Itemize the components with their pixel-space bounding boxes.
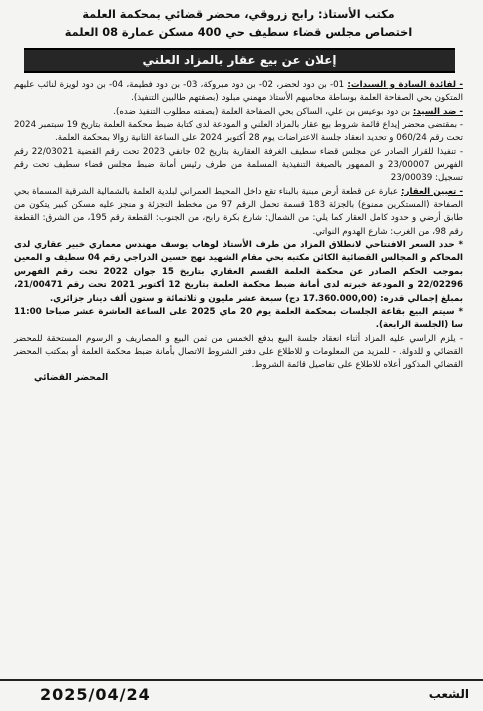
publication-date: 2025/04/24 (40, 685, 151, 704)
beneficiaries-text: 01- بن دود لحضر، 02- بن دود مبروكة، 03- بن دود فطيمة، 04- بن دود لويزة لنائب عليهم المتكون بحي الصفاحة العلمة بوساطة محاميهم الأستاذ مهمني مبلود (بصفتهم طالبين التنفيذ). (14, 80, 463, 104)
bailiff-signature: المحضر القضائي (34, 372, 109, 383)
notice-banner: إعلان عن بيع عقار بالمزاد العلني (24, 48, 455, 73)
defendant-paragraph (14, 106, 463, 119)
newspaper-footer (0, 679, 483, 711)
conditions-paragraph: - يلزم الراسي عليه المزاد أثناء انعقاد جلسة البيع بدفع الخمس من ثمن البيع و المصاريف و الرسوم المستحقة للمحضر القضائي و للدولة. - للمزيد من المعلومات و للاطلاع على دفتر الشروط الاتصال بأمانة ضبط محكمة العلمة أو بمكتب المحضر القضائي المذكور أعلاه للاطلاع على تفاصيل قائمة الشروط. (14, 333, 463, 371)
newspaper-name: الشعب (428, 687, 469, 701)
sale-date-paragraph: * سيتم البيع بقاعة الجلسات بمحكمة العلمة يوم 20 ماي 2025 على الساعة العاشرة عشر صباحا 11:00 سا (الجلسة الرابعة). (14, 306, 463, 331)
bailiff-office-title: مكتب الأستاذ: رابح زروقي، محضر قضائي بمحكمة العلمة (82, 8, 395, 21)
property-label: - تعيين العقار: (400, 186, 463, 197)
execution-paragraph: - تنفيذا للقرار الصادر عن مجلس قضاء سطيف الغرفة العقارية بتاريخ 02 جانفي 2023 تحت رقم القضية 22/03021 رقم الفهرس 23/00007 و الممهور بالصيغة التنفيذية المسلمة من طرف رئيس أمانة ضبط مجلس قضاء سطيف تحت رقم تسجيل: 23/00039 (14, 146, 464, 184)
property-paragraph (14, 186, 463, 239)
notice-body (14, 79, 463, 373)
deposit-paragraph: - بمقتضى محضر إيداع قائمة شروط بيع عقار بالمزاد العلني و المودعة لدى كتابة ضبط محكمة العلمة بتاريخ 19 سبتمبر 2024 تحت رقم 060/24 و تحديد انعقاد جلسة الاعتراضات يوم 28 أكتوبر 2024 على الساعة الثانية زوالا بمحكمة العلمة. (14, 120, 463, 144)
property-text: عبارة عن قطعة أرض مبنية بالبناء تقع داخل المحيط العمراني لبلدية العلمة بالشمالية الشرقية المسماة بحي الصفاحة (المستكرين ممنوع) بالجزئة 183 قسمة تحمل الرقم 97 من مخطط التجزئة و منجز عليه مسكن كبير يتكون من طابق أرضي و حدود كامل العقار كما يلي: من الشمال: شارع بكرة رابح، من الجنوب: القطعة رقم 195، من الشرق: القطعة رقم 98، من الغرب: شارع الهدوم النواتي. (14, 186, 464, 237)
beneficiaries-label: - لفائدة السادة و السيدات: (347, 80, 464, 90)
beneficiaries-paragraph (14, 79, 463, 106)
defendant-label: - ضد السيد: (412, 106, 463, 117)
defendant-text: بن دود بوعيس بن علي، الساكن بحي الصفاحة العلمة (بصفته مطلوب التنفيذ ضده). (113, 106, 413, 117)
opening-price-paragraph: * حدد السعر الافتتاحي لانطلاق المزاد من طرف الأستاذ لوهاب يوسف مهندس معماري خبير عقاري لدى المحاكم و المجالس القضائية الكائن مكتبه بحي مقام الشهيد نهج حسين الدراجي رقم 04 سطيف و المعين بموجب الحكم الصادر عن محكمة العلمة القسم العقاري بتاريخ 15 جوان 2022 تحت رقم الفهرس 22/02296 و المودعة خبرته لدى أمانة ضبط محكمة العلمة بتاريخ 12 أكتوبر 2021 تحت رقم 21/00471، بمبلغ إجمالي قدره: (17.360.000,00 دج) سبعة عشر مليون و ثلاثمائة و ستون ألف دينار جزائري. (14, 240, 464, 304)
office-address: اختصاص مجلس قضاء سطيف حي 400 مسكن عمارة 08 العلمة (64, 26, 413, 39)
